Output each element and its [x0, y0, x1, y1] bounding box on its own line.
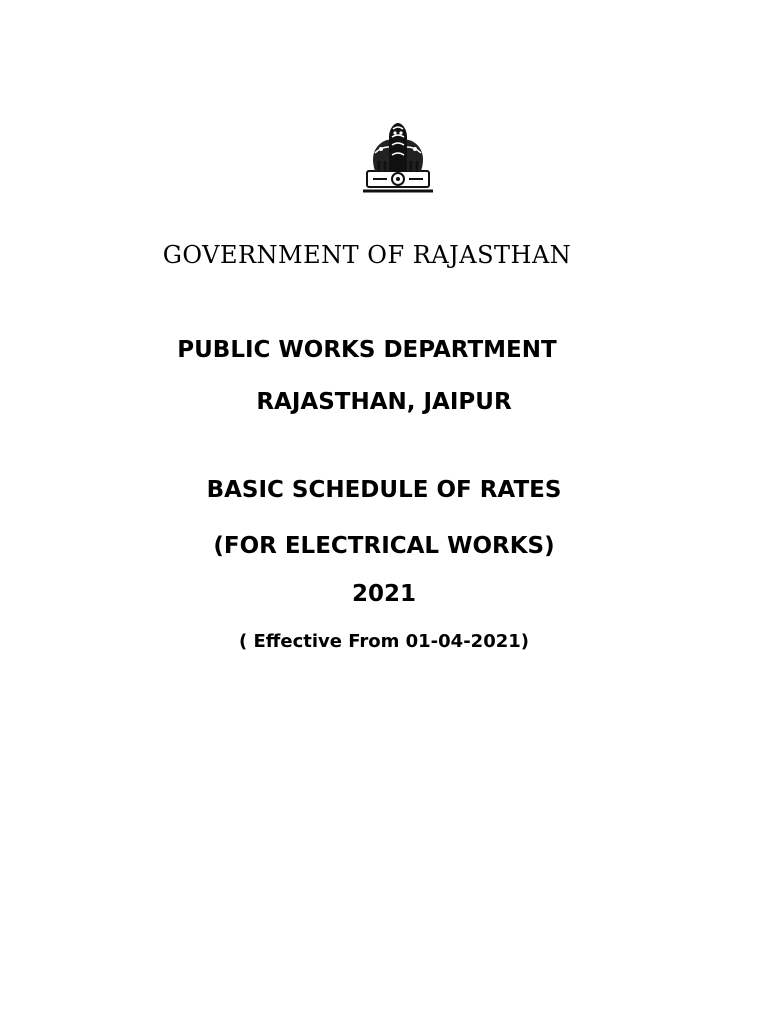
location-heading: RAJASTHAN, JAIPUR — [256, 389, 512, 415]
government-heading: GOVERNMENT OF RAJASTHAN — [162, 241, 572, 269]
national-emblem-icon — [355, 115, 441, 199]
document-year: 2021 — [351, 581, 416, 607]
document-subtitle: (FOR ELECTRICAL WORKS) — [213, 533, 555, 559]
department-heading: PUBLIC WORKS DEPARTMENT — [177, 337, 557, 363]
effective-date: ( Effective From 01-04-2021) — [238, 631, 529, 652]
document-title: BASIC SCHEDULE OF RATES — [206, 477, 562, 503]
